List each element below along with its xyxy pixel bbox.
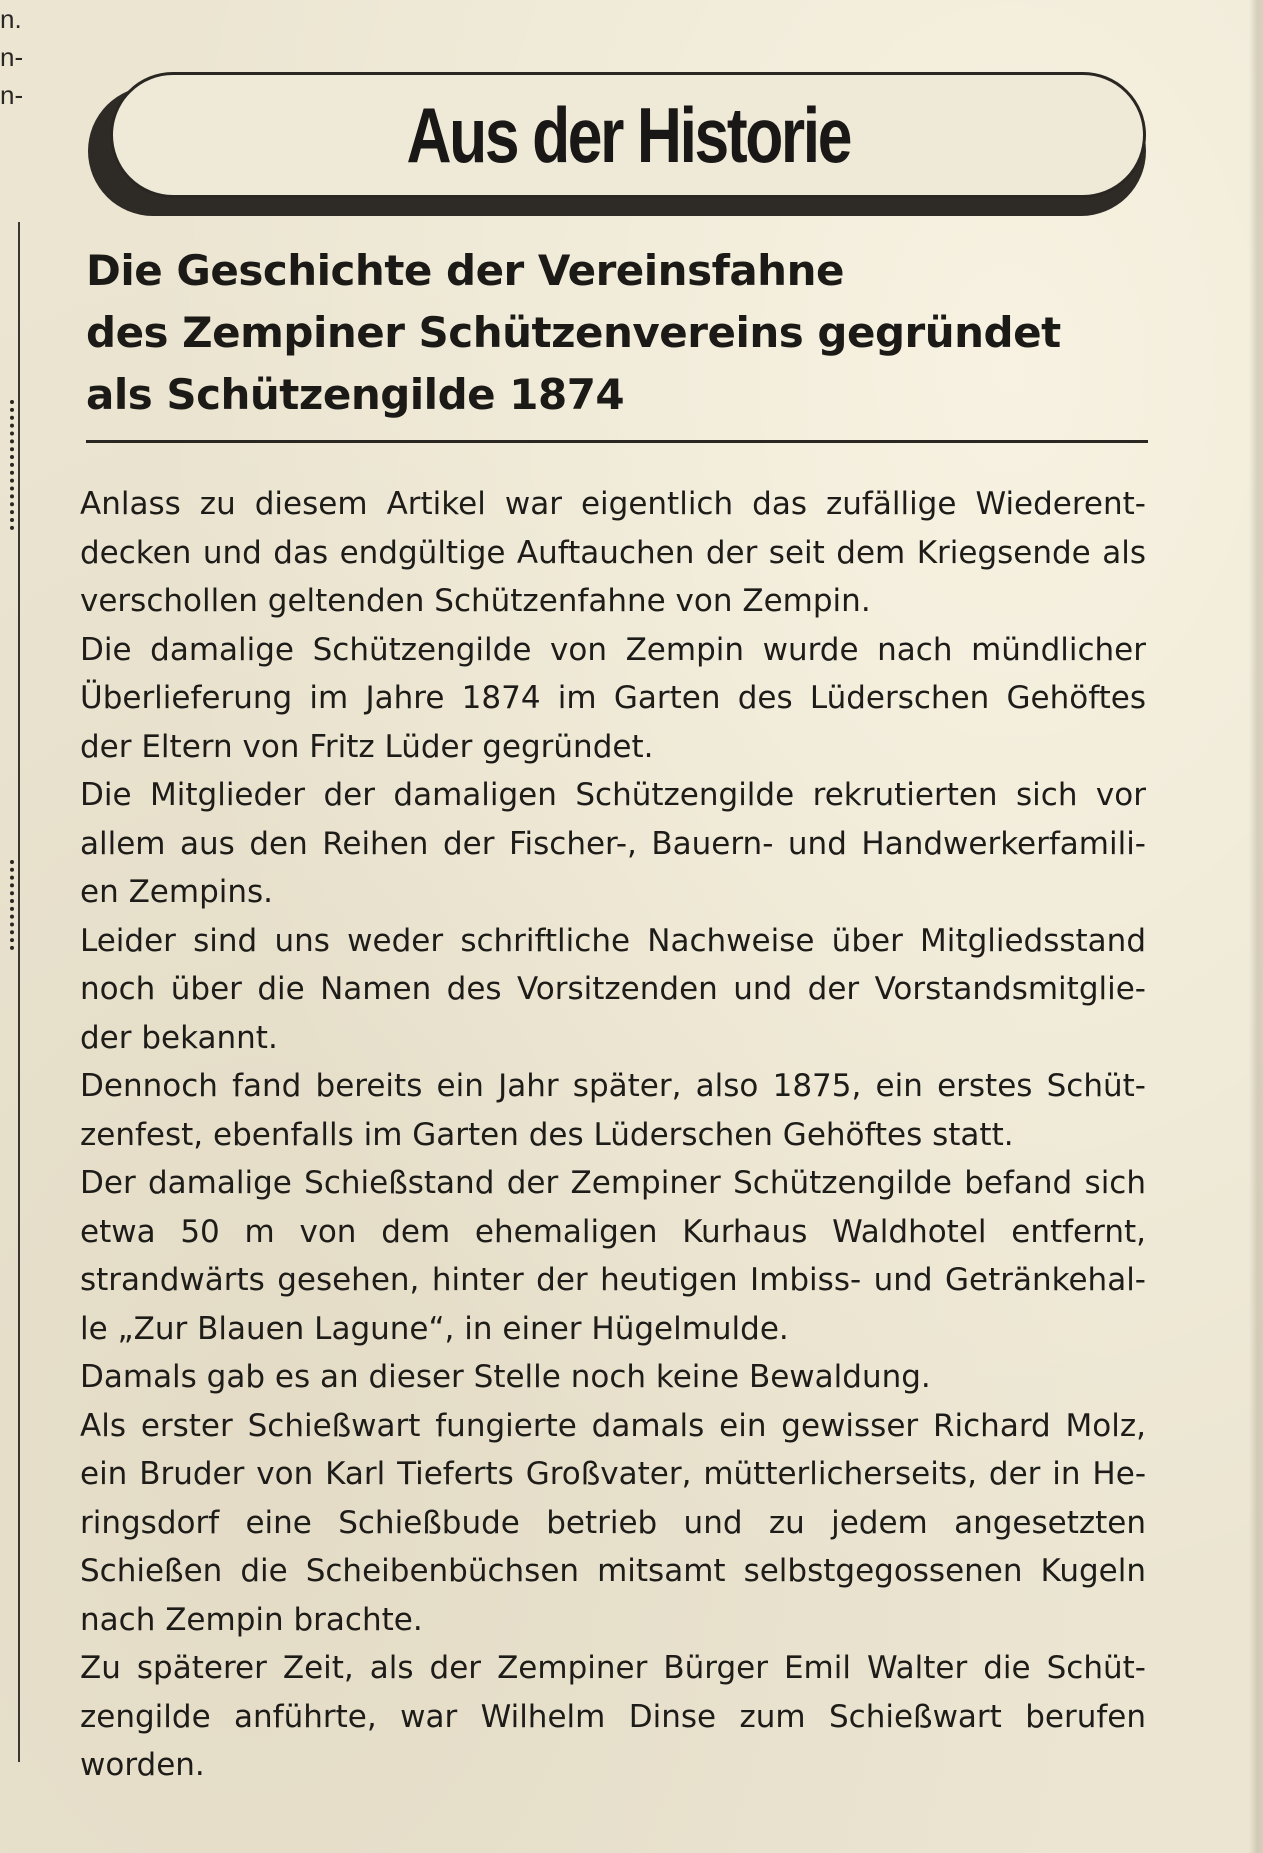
body-line: strandwärts gesehen, hinter der heutigen Imbiss- und Getränkehal- [80,1262,1146,1298]
headline-line: des Zempiner Schützenvereins gegründet [86,308,1061,357]
body-line: Schießen die Scheibenbüchsen mitsamt selbstgegossenen Kugeln [80,1553,1146,1589]
body-line: en Zempins. [80,874,274,910]
fragment-line: n. [0,4,22,34]
body-line: Dennoch fand bereits ein Jahr später, also 1875, ein erstes Schüt- [80,1068,1146,1104]
fragment-line: n- [0,80,24,110]
headline-divider [86,440,1148,443]
adjacent-column-fragment [0,0,23,114]
body-line: verschollen geltenden Schützenfahne von Zempin. [80,583,871,619]
adjacent-ornament-mark [0,400,14,530]
article-body [80,480,1146,1790]
body-line: der Eltern von Fritz Lüder gegründet. [80,728,654,765]
body-line: Die Mitglieder der damaligen Schützengilde rekrutierten sich vor [80,777,1146,813]
body-line: Der damalige Schießstand der Zempiner Schützengilde befand sich [80,1165,1146,1201]
body-line: Überlieferung im Jahre 1874 im Garten des Lüderschen Gehöftes [80,680,1146,716]
section-banner [88,72,1148,222]
adjacent-ornament-mark [0,860,14,950]
fragment-line: n- [0,42,24,72]
body-line: noch über die Namen des Vorsitzenden und der Vorstandsmitglie- [80,971,1146,1007]
body-line: le „Zur Blauen Lagune“, in einer Hügelmulde. [80,1310,789,1347]
banner-frame [110,72,1146,198]
body-line: zengilde anführte, war Wilhelm Dinse zum Schießwart berufen [80,1698,1146,1735]
body-line: allem aus den Reihen der Fischer-, Bauern- und Handwerkerfamili- [80,825,1146,862]
body-line: worden. [80,1747,205,1783]
body-line: ein Bruder von Karl Tieferts Großvater, mütterlicherseits, der in He- [80,1456,1146,1492]
page-fold-shadow [1249,0,1263,1853]
body-line: Damals gab es an dieser Stelle noch keine Bewaldung. [80,1359,931,1395]
body-line: Zu späterer Zeit, als der Zempiner Bürger Emil Walter die Schüt- [80,1650,1146,1686]
body-line: ringsdorf eine Schießbude betrieb und zu jedem angesetzten [80,1504,1146,1541]
body-line: zenfest, ebenfalls im Garten des Lüderschen Gehöftes statt. [80,1116,1014,1153]
body-line: Als erster Schießwart fungierte damals ein gewisser Richard Molz, [80,1407,1146,1444]
body-line: Anlass zu diesem Artikel war eigentlich das zufällige Wiederent- [80,486,1146,522]
body-line: der bekannt. [80,1019,278,1056]
body-line: Leider sind uns weder schriftliche Nachweise über Mitgliedsstand [80,922,1146,959]
headline-line: als Schützengilde 1874 [86,370,625,419]
body-line: decken und das endgültige Auftauchen der seit dem Kriegsende als [80,534,1146,571]
article-headline [86,240,1146,426]
body-line: etwa 50 m von dem ehemaligen Kurhaus Waldhotel entfernt, [80,1213,1146,1250]
section-title: Aus der Historie [406,90,850,179]
body-line: Die damalige Schützengilde von Zempin wurde nach mündlicher [80,631,1146,668]
body-line: nach Zempin brachte. [80,1601,423,1638]
headline-line: Die Geschichte der Vereinsfahne [86,246,844,295]
